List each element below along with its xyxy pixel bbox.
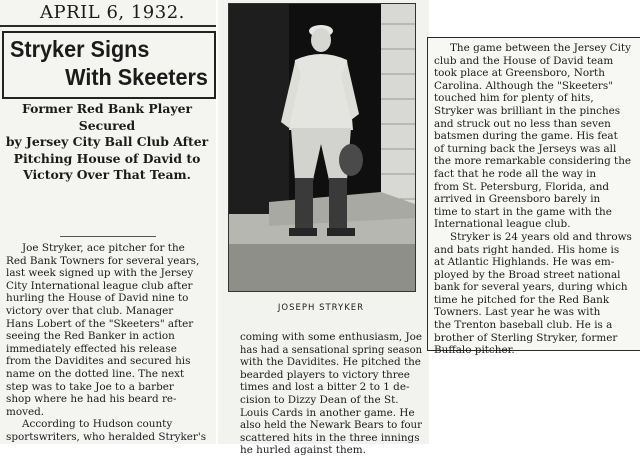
- text-line: and bats right handed. His home is: [434, 243, 620, 256]
- text-line: moved.: [6, 405, 45, 418]
- text-line: Louis Cards in another game. He: [240, 406, 415, 419]
- text-line: shop where he had his beard re-: [6, 393, 177, 406]
- player-photo-image: [229, 4, 415, 291]
- text-line: bearded players to victory three: [240, 368, 410, 381]
- text-line: hurling the House of David nine to: [6, 292, 189, 305]
- text-line: sportswriters, who heralded Stryker's: [6, 430, 207, 443]
- text-line: step was to take Joe to a barber: [6, 380, 174, 393]
- text-line: at Atlantic Highlands. He was em-: [434, 256, 615, 269]
- text-line: from St. Petersburg, Florida, and: [434, 180, 610, 193]
- text-line: arrived in Greensboro barely in: [434, 193, 601, 206]
- text-line: bank for several years, during which: [434, 281, 628, 294]
- text-line: The game between the Jersey City: [450, 42, 631, 54]
- text-line: immediately effected his release: [6, 342, 177, 355]
- text-line: International league club.: [434, 218, 571, 231]
- text-line: scattered hits in the three innings: [240, 431, 420, 444]
- subheadline-rule: [60, 236, 156, 237]
- headline-line-1: Stryker Signs: [10, 36, 150, 62]
- text-line: the Trenton baseball club. He is a: [434, 319, 613, 332]
- text-line: from the Davidites and secured his: [6, 355, 191, 368]
- text-line: took place at Greensboro, North: [434, 67, 605, 80]
- headline-line-2: With Skeeters: [65, 64, 208, 90]
- date-rule: [0, 25, 216, 27]
- text-line: Red Bank Towners for several years,: [6, 254, 200, 267]
- text-line: coming with some enthusiasm, Joe: [240, 331, 422, 343]
- text-line: has had a sensational spring season: [240, 343, 422, 356]
- text-line: Towners. Last year he was with: [434, 306, 601, 319]
- text-line: club and the House of David team: [434, 54, 614, 67]
- text-line: Buffalo pitcher.: [434, 344, 515, 357]
- article-column-3: [434, 42, 634, 357]
- text-line: name on the dotted line. The next: [6, 367, 185, 380]
- text-line: brother of Sterling Stryker, former: [434, 331, 618, 344]
- text-line: time to start in the game with the: [434, 205, 612, 218]
- text-line: ployed by the Broad street national: [434, 268, 621, 281]
- text-line: touched him for plenty of hits,: [434, 92, 594, 105]
- text-line: also held the Newark Bears to four: [240, 419, 422, 432]
- text-line: batsmen during the game. His feat: [434, 130, 618, 143]
- text-line: Carolina. Although the "Skeeters": [434, 79, 614, 92]
- publication-date: APRIL 6, 1932.: [40, 2, 185, 23]
- text-line: fact that he rode all the way in: [434, 167, 597, 180]
- text-line: he hurled against them.: [240, 444, 366, 457]
- subheadline: [4, 101, 210, 184]
- text-line: seeing the Red Banker in action: [6, 330, 175, 343]
- subheadline-line: by Jersey City Ball Club After: [5, 134, 209, 149]
- subheadline-line: Victory Over That Team.: [23, 167, 191, 182]
- text-line: with the Davidites. He pitched the: [240, 356, 421, 369]
- text-line: and struck out no less than seven: [434, 117, 611, 130]
- text-line: times and lost a bitter 2 to 1 de-: [240, 381, 410, 394]
- headline-box: [2, 31, 216, 99]
- text-line: time he pitched for the Red Bank: [434, 293, 610, 306]
- text-line: cision to Dizzy Dean of the St.: [240, 393, 399, 406]
- text-line: Stryker was brilliant in the pinches: [434, 104, 621, 117]
- text-line: last week signed up with the Jersey: [6, 267, 194, 280]
- text-line: Joe Stryker, ace pitcher for the: [22, 242, 185, 254]
- text-line: the more remarkable considering the: [434, 155, 632, 168]
- subheadline-line: Pitching House of David to: [13, 150, 201, 166]
- article-column-1: [6, 242, 210, 444]
- text-line: Stryker is 24 years old and throws: [450, 230, 632, 243]
- text-line: of turning back the Jerseys was all: [434, 142, 617, 155]
- player-photo: [228, 3, 416, 292]
- subheadline-line: Former Red Bank Player Secured: [22, 101, 192, 133]
- photo-caption: JOSEPH STRYKER: [277, 303, 365, 313]
- text-line: City International league club after: [6, 279, 193, 292]
- text-line: victory over that club. Manager: [6, 304, 174, 317]
- text-line: According to Hudson county: [22, 418, 173, 431]
- text-line: Hans Lobert of the "Skeeters" after: [6, 317, 194, 330]
- article-column-2: [240, 331, 422, 457]
